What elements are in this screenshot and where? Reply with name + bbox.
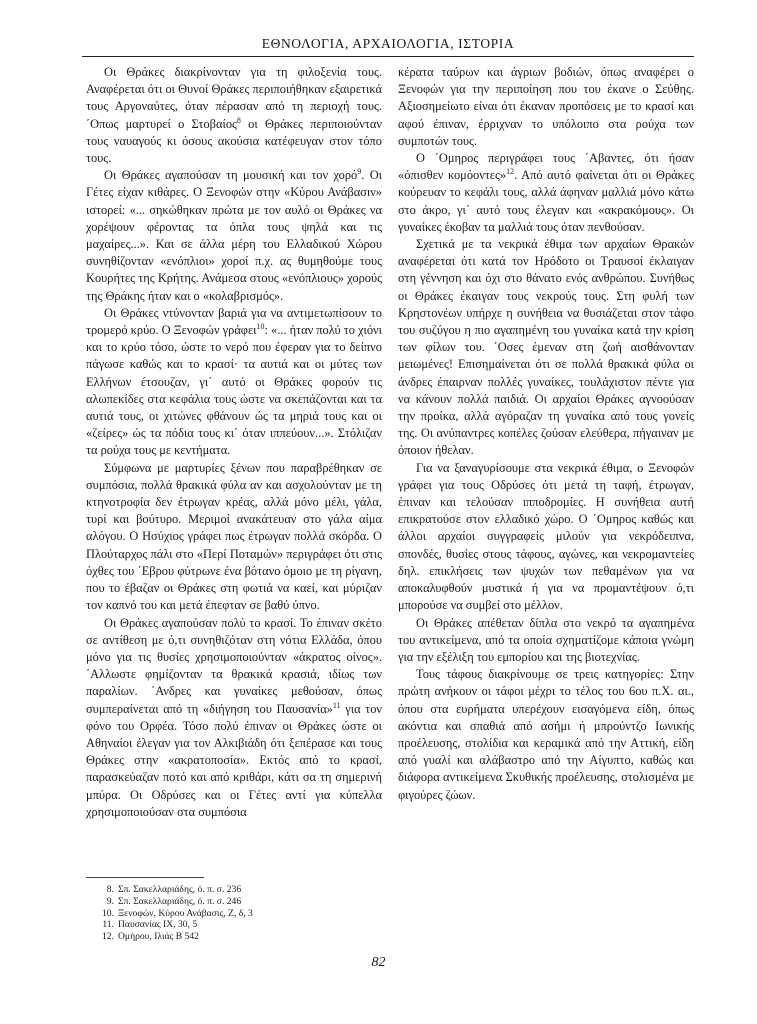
paragraph-text: Οι Θράκες διακρίνονταν για τη φιλοξενία τους. Αναφέρεται ότι οι Θυνοί Θράκες περιποιήθηκαν εξαιρετικά τους Αργοναύτες, όταν πέρασαν από τη περιοχή τους. ΄Οπως μαρτυρεί ο Στοβαίος xyxy=(86,65,382,131)
paragraph xyxy=(398,615,694,667)
paragraph xyxy=(398,236,694,460)
paragraph xyxy=(86,64,382,167)
page-number: 82 xyxy=(371,955,386,970)
footnote-text: Ξενοφών, Κύρου Ανάβασις, Ζ, δ, 3 xyxy=(118,907,253,919)
paragraph-text: Ο ΄Ομηρος περιγράφει τους ΄Αβαντες, ότι ήσαν «όπισθεν κομόοντες» xyxy=(398,151,694,183)
footnote-ref: 11 xyxy=(332,700,341,710)
footnote-ref: 8 xyxy=(236,115,241,125)
footnote-ref: 12 xyxy=(506,167,515,177)
paragraph-text: κέρατα ταύρων και άγριων βοδιών, όπως αναφέρει ο Ξενοφών για την περιποίηση που του έκανε ο Σεύθης. Αξιοσημείωτο είναι ότι έκαναν προπόσεις με το κρασί και αφού έπιναν, έρριχναν το υπόλοιπο στα ρούχα των συμποτών τους. xyxy=(398,65,694,148)
paragraph xyxy=(398,666,694,804)
footnote-number: 12. xyxy=(102,931,114,943)
header-rule xyxy=(82,56,694,57)
paragraph-text: . Από αυτό φαίνεται ότι οι Θράκες κούρευαν το κεφάλι τους, αλλά άφηναν μαλλιά μόνο κάτω στο άκρο, γι΄ αυτό τους έλεγαν και «ακρακόμους». Οι γυναίκες έκοβαν τα μαλλιά τους όταν πενθούσαν. xyxy=(398,168,694,234)
paragraph-text: οι Θράκες περιποιούνταν τους ναυαγούς κι όσους ακούσια κατέφευγαν στον τόπο τους. xyxy=(86,116,382,166)
paragraph-text: Οι Θράκες αγαπούσαν πολύ το κρασί. Το έπιναν σκέτο σε αντίθεση με ό,τι συνηθιζόταν στη νότια Ελλάδα, όπου μόνο για τις θυσίες χρησιμοποιούνταν «άκρατος οίνος». ΄Αλλωστε φημίζονταν τα θρακικά κρασιά, ιδίως των παραλίων. ΄Ανδρες και γυναίκες μεθούσαν, όπως συμπεραίνεται από τη «διήγηση του Παυσανία» xyxy=(86,615,382,716)
footnote-number: 10. xyxy=(102,907,114,919)
footnote xyxy=(86,908,253,920)
running-header: ΕΘΝΟΛΟΓΙΑ, ΑΡΧΑΙΟΛΟΓΙΑ, ΙΣΤΟΡΙΑ xyxy=(261,36,515,51)
paragraph-text: για τον φόνο του Ορφέα. Τόσο πολύ έπιναν οι Θράκες ώστε οι Αθηναίοι έλεγαν για τον Αλκιβιάδη ότι ξεπέρασε και τους Θράκες στην «ακρατοποσία». Εκτός από το κρασί, παρασκεύαζαν ποτό και από κριθάρι, κάτι σα τη σημερινή μπύρα. Οι Οδρύσες και οι Γέτες αντί για κύπελλα χρησιμοποιούσαν στα συμπόσια xyxy=(86,701,382,819)
paragraph xyxy=(398,64,694,150)
paragraph-text: : «... ήταν πολύ το χιόνι και το κρύο τόσο, ώστε το νερό που έφεραν για το δείπνο πάγωσε καθώς και το κρασί· τα αυτιά και οι μύτες των Ελλήνων έτσουζαν, γι΄ αυτό οι Θράκες φορούν τις αλωπεκίδες στα κεφάλια τους ώστε να σκεπάζονται και τα αυτιά τους, οι χιτώνες φθάνουν ώς τα μηριά τους και οι «ζείρες» ώς τα πόδια τους κι΄ όταν ιππεύουν...». Στόλιζαν τα ρούχα τους με κεντήματα. xyxy=(86,323,382,458)
paragraph xyxy=(398,460,694,615)
left-column xyxy=(86,64,382,821)
footnote xyxy=(86,919,253,931)
footnote xyxy=(86,896,253,908)
paragraph-text: Για να ξαναγυρίσουμε στα νεκρικά έθιμα, ο Ξενοφών γράφει για τους Οδρύσες ότι μετά τη ταφή, έτρωγαν, έπιναν και τελούσαν ιπποδρομίες. Η συνήθεια αυτή επικρατούσε στον ελλαδικό χώρο. Ο ΄Ομηρος καθώς και άλλοι αρχαίοι συγγραφείς μιλούν για νεκρόδειπνα, σπονδές, θυσίες στους τάφους, αγώνες, και νεκρομαντείες δηλ. επικλήσεις των ψυχών των πεθαμένων για να αποκαλυφθούν μυστικά ή για να προμαντέψουν ό,τι μπορούσε να συμβεί στο μέλλον. xyxy=(398,460,694,613)
paragraph-text: Οι Θράκες ντύνονταν βαριά για να αντιμετωπίσουν το τρομερό κρύο. Ο Ξενοφών γράφει xyxy=(86,305,382,338)
paragraph-text: . Οι Γέτες είχαν κιθάρες. Ο Ξενοφών στην «Κύρου Ανάβασιν» ιστορεί: «... σηκώθηκαν πρώτα με τον αυλό οι Θράκες να χορέψουν φέροντας τα όπλα τους ψηλά και τις μαχαίρες...». Και σε άλλα μέρη του Ελλαδικού Χώρου συνηθίζονταν «ενόπλιοι» χοροί π.χ. ας θυμηθούμε τους Κουρήτες της Κρήτης. Ανάμεσα στους «ενόπλιους» χορούς της Θράκης ήταν και ο «κολαβρισμός». xyxy=(86,168,382,303)
right-column xyxy=(398,64,694,804)
footnote-text: Ομήρου, Ιλιάς Β 542 xyxy=(118,931,199,943)
footnote xyxy=(86,931,253,943)
paragraph xyxy=(86,305,382,460)
footnote-rule xyxy=(86,877,204,878)
footnote-number: 8. xyxy=(106,884,114,895)
footnote-ref: 9 xyxy=(357,167,362,177)
footnote-text: Παυσανίας ΙΧ, 30, 5 xyxy=(118,919,198,931)
footnotes xyxy=(86,884,253,943)
paragraph-text: Σύμφωνα με μαρτυρίες ξένων που παραβρέθηκαν σε συμπόσια, πολλά θρακικά φύλα αν και ασχολούνταν με τη κτηνοτροφία δεν έτρωγαν κρέας, αλλά μόνο μέλι, γάλα, τυρί και βούτυρο. Μεριμοί ανακάτευαν στο γάλα αίμα αλόγου. Ο Ησύχιος γράφει πως έτρωγαν πολλά σκόρδα. Ο Πλούταρχος πάλι στο «Περί Ποταμών» περιγράφει ότι στις όχθες του ΄Εβρου φύτρωνε ένα βότανο όμοιο με τη ρίγανη, που το έβαζαν οι Θράκες στη φωτιά να καεί, και μύριζαν τον καπνό του και μετά έπεφταν σε βαθύ ύπνο. xyxy=(86,460,382,613)
paragraph xyxy=(86,167,382,305)
footnote-text: Σπ. Σακελλαριάδης, ό. π. σ. 246 xyxy=(118,895,242,907)
footnote-text: Σπ. Σακελλαριάδης, ό. π. σ. 236 xyxy=(118,884,242,895)
paragraph-text: Τους τάφους διακρίνουμε σε τρεις κατηγορίες: Στην πρώτη ανήκουν οι τάφοι μέχρι το τέλος του 6ου π.Χ. αι., όπου στα ευρήματα υπερέχουν εισαγόμενα είδη, όπως ακόντια και σπαθιά από ασήμι ή μπρούντζο Ιωνικής προέλευσης, στολίδια και κεραμικά από την Αττική, είδη από γυαλί και αλάβαστρο από την Αίγυπτο, καθώς και διάφορα αντικείμενα Σκυθικής προέλευσης, στολισμένα με φιγούρες ζώων. xyxy=(398,667,694,802)
footnote xyxy=(86,884,253,896)
footnote-number: 9. xyxy=(106,895,114,907)
paragraph-text: Οι Θράκες αγαπούσαν τη μουσική και τον χορό xyxy=(104,168,358,183)
paragraph xyxy=(86,615,382,821)
footnote-ref: 10 xyxy=(256,321,265,331)
paragraph-text: Σχετικά με τα νεκρικά έθιμα των αρχαίων Θρακών αναφέρεται ότι κατά τον Ηρόδοτο οι Τραυσοί έκλαιγαν στη γέννηση και όχι στο θάνατο ενός ανθρώπου. Συνήθως οι Θράκες έκαιγαν τους νεκρούς τους. Στη φυλή των Κρηστονέων υπήρχε η συνήθεια να θυσιάζεται στον τάφο του συζύγου η πιο αγαπημένη του γυναίκα κατά την κρίση των φίλων του. ΄Οσες έμεναν στη ζωή αισθάνονταν μειωμένες! Επισημαίνεται ότι σε πολλά θρακικά φύλα οι άνδρες έπαιρναν πολλές γυναίκες, τουλάχιστον πέντε για να κάνουν πολλά παιδιά. Οι αρχαίοι Θράκες αγνοούσαν την προίκα, αλλά αγόραζαν τη γυναίκα από τους γονείς της. Οι ανύπαντρες κοπέλες ζούσαν ελεύθερα, πήγαιναν με όποιον ήθελαν. xyxy=(398,237,694,458)
paragraph xyxy=(86,460,382,615)
footnote-number: 11. xyxy=(102,919,114,931)
paragraph xyxy=(398,150,694,236)
paragraph-text: Οι Θράκες απέθεταν δίπλα στο νεκρό τα αγαπημένα του αντικείμενα, από τα οποία σχηματίζομε κάποια γνώμη για την εξέλιξη του εμπορίου και της βιοτεχνίας. xyxy=(398,615,694,664)
